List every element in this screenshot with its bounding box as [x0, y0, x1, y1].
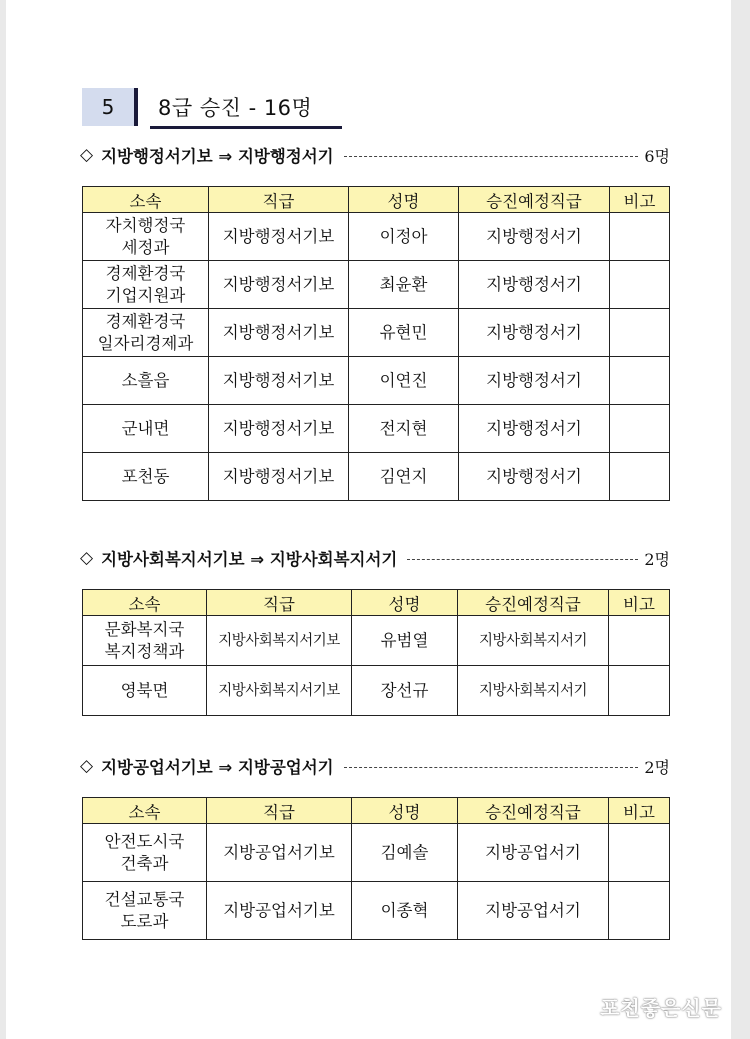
- rank-cell: 지방공업서기보: [207, 824, 352, 882]
- table-row: [83, 309, 670, 357]
- table-header-row: [83, 798, 670, 824]
- note-cell: [610, 453, 670, 501]
- promoted-rank-cell: 지방사회복지서기: [458, 616, 609, 666]
- table-row: [83, 666, 670, 716]
- note-cell: [610, 261, 670, 309]
- diamond-icon: ◇: [80, 756, 94, 776]
- promoted-rank-cell: 지방공업서기: [458, 882, 609, 940]
- unit-cell: 포천동: [83, 453, 209, 501]
- col-header: 승진예정직급: [458, 798, 609, 824]
- promotion-table-welfare: [82, 589, 670, 716]
- subsection-count: 2명: [644, 549, 670, 569]
- promoted-rank-cell: 지방행정서기: [459, 261, 610, 309]
- col-header: 소속: [83, 798, 207, 824]
- publisher-watermark: 포천좋은신문: [600, 996, 722, 1020]
- rank-cell: 지방사회복지서기보: [207, 616, 352, 666]
- subsection-count: 6명: [644, 146, 670, 166]
- name-cell: 장선규: [352, 666, 458, 716]
- promoted-rank-cell: 지방사회복지서기: [458, 666, 609, 716]
- rank-cell: 지방행정서기보: [209, 213, 349, 261]
- table-row: [83, 824, 670, 882]
- rank-cell: 지방행정서기보: [209, 405, 349, 453]
- note-cell: [610, 213, 670, 261]
- name-cell: 이정아: [349, 213, 459, 261]
- col-header: 직급: [207, 590, 352, 616]
- rank-cell: 지방행정서기보: [209, 453, 349, 501]
- name-cell: 이종혁: [352, 882, 458, 940]
- title-underline: [150, 126, 342, 129]
- name-cell: 김예솔: [352, 824, 458, 882]
- diamond-icon: ◇: [80, 548, 94, 568]
- rank-cell: 지방행정서기보: [209, 261, 349, 309]
- col-header: 직급: [207, 798, 352, 824]
- rank-cell: 지방공업서기보: [207, 882, 352, 940]
- promoted-rank-cell: 지방행정서기: [459, 357, 610, 405]
- table-row: [83, 616, 670, 666]
- rank-cell: 지방행정서기보: [209, 309, 349, 357]
- promoted-rank-cell: 지방행정서기: [459, 453, 610, 501]
- table-row: [83, 357, 670, 405]
- diamond-icon: ◇: [80, 145, 94, 165]
- name-cell: 최윤환: [349, 261, 459, 309]
- promoted-rank-cell: 지방공업서기: [458, 824, 609, 882]
- promoted-rank-cell: 지방행정서기: [459, 405, 610, 453]
- col-header: 비고: [609, 798, 670, 824]
- note-cell: [610, 357, 670, 405]
- rank-cell: 지방행정서기보: [209, 357, 349, 405]
- name-cell: 유범열: [352, 616, 458, 666]
- name-cell: 이연진: [349, 357, 459, 405]
- unit-cell: 안전도시국 건축과: [83, 824, 207, 882]
- table-row: [83, 453, 670, 501]
- col-header: 소속: [83, 187, 209, 213]
- unit-cell: 소흘읍: [83, 357, 209, 405]
- col-header: 성명: [349, 187, 459, 213]
- subsection-heading-industrial: [80, 752, 670, 780]
- table-row: [83, 882, 670, 940]
- name-cell: 전지현: [349, 405, 459, 453]
- promotion-table-industrial: [82, 797, 670, 940]
- col-header: 비고: [610, 187, 670, 213]
- col-header: 성명: [352, 590, 458, 616]
- dashed-leader: [407, 559, 638, 560]
- table-row: [83, 261, 670, 309]
- unit-cell: 문화복지국 복지정책과: [83, 616, 207, 666]
- note-cell: [609, 666, 670, 716]
- unit-cell: 건설교통국 도로과: [83, 882, 207, 940]
- col-header: 소속: [83, 590, 207, 616]
- subsection-count: 2명: [644, 757, 670, 777]
- table-row: [83, 405, 670, 453]
- unit-cell: 군내면: [83, 405, 209, 453]
- section-header: [82, 88, 342, 130]
- note-cell: [610, 309, 670, 357]
- col-header: 승진예정직급: [459, 187, 610, 213]
- promoted-rank-cell: 지방행정서기: [459, 213, 610, 261]
- subsection-heading-admin: [80, 141, 670, 169]
- note-cell: [610, 405, 670, 453]
- name-cell: 유현민: [349, 309, 459, 357]
- note-cell: [609, 824, 670, 882]
- subsection-heading-text: 지방사회복지서기보 ⇒ 지방사회복지서기: [101, 550, 398, 569]
- dashed-leader: [344, 156, 639, 157]
- note-cell: [609, 882, 670, 940]
- section-title: 8급 승진 - 16명: [158, 96, 313, 120]
- unit-cell: 자치행정국 세정과: [83, 213, 209, 261]
- col-header: 성명: [352, 798, 458, 824]
- unit-cell: 영북면: [83, 666, 207, 716]
- rank-cell: 지방사회복지서기보: [207, 666, 352, 716]
- promoted-rank-cell: 지방행정서기: [459, 309, 610, 357]
- col-header: 직급: [209, 187, 349, 213]
- subsection-heading-text: 지방공업서기보 ⇒ 지방공업서기: [101, 758, 334, 777]
- subsection-heading-welfare: [80, 544, 670, 572]
- subsection-heading-text: 지방행정서기보 ⇒ 지방행정서기: [101, 147, 334, 166]
- table-header-row: [83, 590, 670, 616]
- col-header: 승진예정직급: [458, 590, 609, 616]
- unit-cell: 경제환경국 기업지원과: [83, 261, 209, 309]
- name-cell: 김연지: [349, 453, 459, 501]
- dashed-leader: [344, 767, 639, 768]
- promotion-table-admin: [82, 186, 670, 501]
- col-header: 비고: [609, 590, 670, 616]
- note-cell: [609, 616, 670, 666]
- unit-cell: 경제환경국 일자리경제과: [83, 309, 209, 357]
- table-header-row: [83, 187, 670, 213]
- section-number: 5: [82, 88, 138, 126]
- table-row: [83, 213, 670, 261]
